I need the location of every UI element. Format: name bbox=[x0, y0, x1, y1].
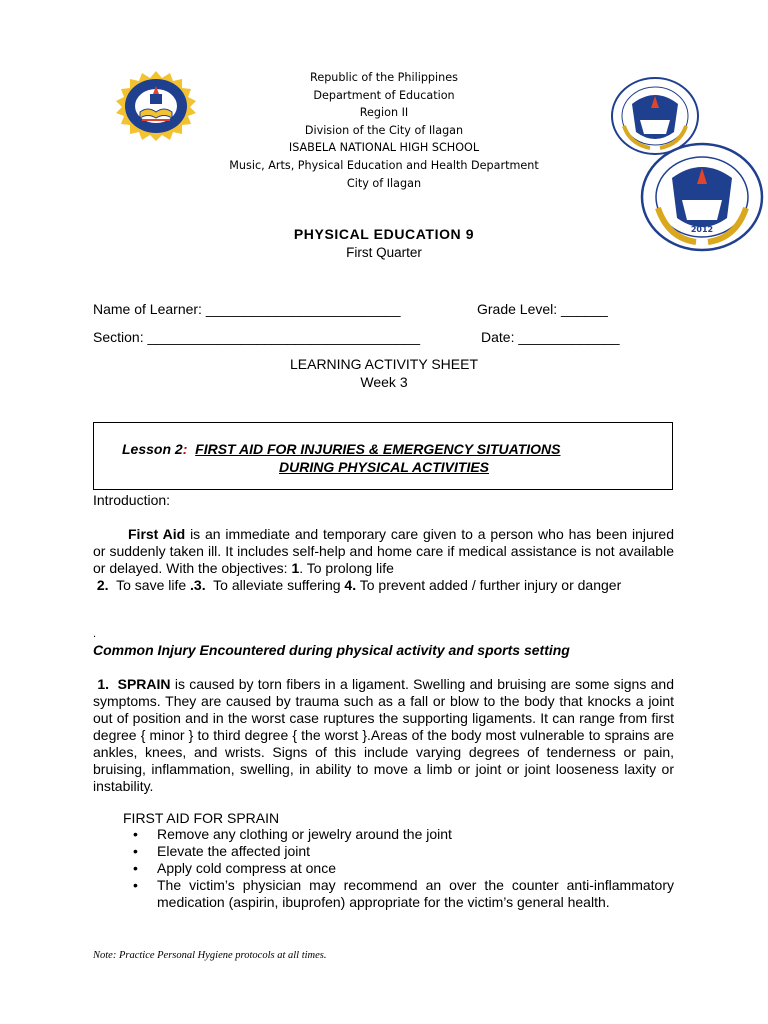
header-line-division: Division of the City of Ilagan bbox=[304, 123, 464, 137]
list-item-text: The victim’s physician may recommend an over the counter anti-inflammatory medication (aspirin, ibuprofen) appropriate for the victim’s general health. bbox=[157, 877, 674, 910]
header-line-deped: Department of Education bbox=[313, 88, 455, 102]
objective-4-number: 4. bbox=[344, 577, 357, 593]
sprain-number: 1. bbox=[97, 676, 109, 692]
date-field[interactable]: Date: _____________ bbox=[481, 329, 620, 345]
lesson-colon: : bbox=[182, 441, 188, 457]
document-header bbox=[200, 69, 568, 192]
objective-4-text: To prevent added / further injury or danger bbox=[359, 577, 622, 593]
first-aid-paragraph bbox=[93, 526, 674, 577]
objective-3-text: To alleviate suffering bbox=[213, 577, 341, 593]
list-item-text: Remove any clothing or jewelry around the joint bbox=[157, 826, 452, 842]
header-line-city: City of Ilagan bbox=[346, 176, 422, 190]
first-aid-definition: is an immediate and temporary care given to a person who has been injured or suddenly taken ill. It includes self-help and home care if medical assistance is not available or delayed. With the objectives: bbox=[93, 526, 675, 576]
lesson-title-box bbox=[93, 422, 673, 490]
section-field[interactable]: Section: ___________________________________ bbox=[93, 329, 420, 345]
list-item bbox=[130, 860, 674, 877]
bullet-icon: • bbox=[133, 843, 138, 859]
list-item-text: Elevate the affected joint bbox=[157, 843, 311, 859]
objective-2-text: To save life bbox=[116, 577, 187, 593]
objective-3-number: .3. bbox=[190, 577, 206, 593]
stray-dot: . bbox=[93, 628, 97, 640]
learner-name-field[interactable]: Name of Learner: _________________________ bbox=[93, 301, 401, 317]
sprain-term: SPRAIN bbox=[117, 676, 171, 692]
first-aid-term: First Aid bbox=[128, 526, 186, 542]
subject-title: PHYSICAL EDUCATION 9 bbox=[293, 226, 475, 242]
learning-activity-sheet-label: LEARNING ACTIVITY SHEET bbox=[289, 356, 478, 372]
header-line-school: ISABELA NATIONAL HIGH SCHOOL bbox=[288, 141, 480, 155]
first-aid-sprain-heading: FIRST AID FOR SPRAIN bbox=[123, 810, 280, 826]
introduction-label: Introduction: bbox=[93, 492, 171, 508]
week-label: Week 3 bbox=[360, 374, 408, 390]
school-seal-logo bbox=[110, 70, 202, 142]
bullet-icon: • bbox=[133, 860, 138, 876]
list-item bbox=[130, 826, 674, 843]
objectives-paragraph bbox=[93, 577, 674, 594]
bullet-icon: • bbox=[133, 877, 138, 893]
lesson-title-text1: FIRST AID FOR INJURIES & EMERGENCY SITUATIONS bbox=[195, 441, 561, 457]
hygiene-note-footer: Note: Practice Personal Hygiene protocols at all times. bbox=[93, 950, 327, 961]
grade-level-field[interactable]: Grade Level: ______ bbox=[477, 301, 608, 317]
list-item bbox=[130, 877, 674, 911]
lesson-number: Lesson 2 bbox=[122, 441, 183, 457]
bullet-icon: • bbox=[133, 826, 138, 842]
list-item-text: Apply cold compress at once bbox=[157, 860, 336, 876]
list-item bbox=[130, 843, 674, 860]
objective-2-number: 2. bbox=[96, 577, 109, 593]
header-line-department: Music, Arts, Physical Education and Health Department bbox=[229, 158, 539, 172]
sprain-description: is caused by torn fibers in a ligament. Swelling and bruising are some signs and symptoms. They are caused by trauma such as a fall or blow to the body that knocks a joint out of position and in the worst case ruptures the supporting ligaments. It can range from first degree { minor } to third degree { the worst }.Areas of the body most vulnerable to sprains are ankles, knees, and wrists. Signs of this include varying degrees of tenderness or pain, bruising, inflammation, swelling, in ability to move a limb or joint or joint looseness laxity or instability. bbox=[93, 676, 675, 794]
objective-1-number: 1 bbox=[291, 560, 300, 576]
objective-1-text: . To prolong life bbox=[299, 560, 394, 576]
lesson-title-line2: DURING PHYSICAL ACTIVITIES bbox=[278, 459, 490, 475]
lesson-title-line1 bbox=[122, 441, 560, 457]
deped-seal-year: 2012 bbox=[690, 225, 714, 234]
first-aid-sprain-list bbox=[130, 826, 674, 911]
common-injury-heading: Common Injury Encountered during physical activity and sports setting bbox=[93, 642, 570, 658]
quarter-label: First Quarter bbox=[346, 245, 422, 260]
sprain-paragraph bbox=[93, 676, 674, 795]
header-line-republic: Republic of the Philippines bbox=[310, 71, 458, 84]
header-line-region: Region II bbox=[359, 106, 409, 120]
